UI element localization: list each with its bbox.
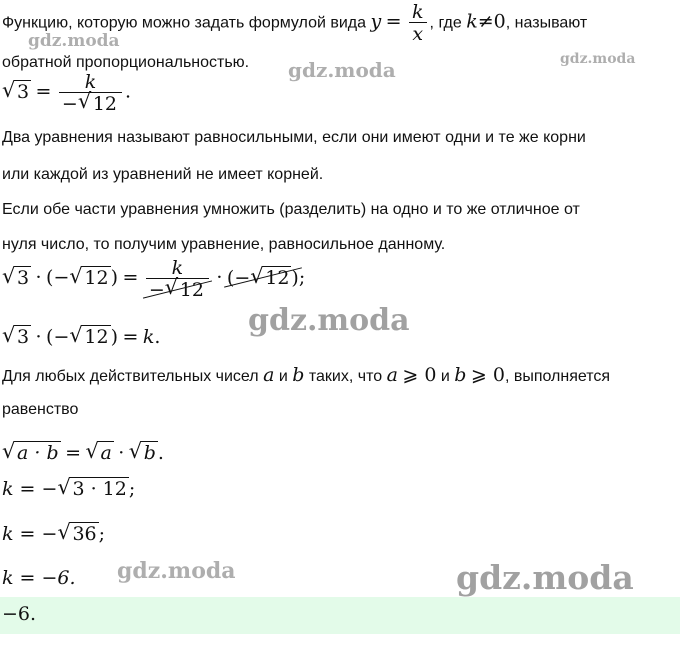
fraction-k-over-neg-sqrt12: k − √ 12 xyxy=(59,72,122,115)
equation-3: √ 3 · (− √ 12 ) = k. xyxy=(2,323,161,348)
sqrt-property-line-2: равенство xyxy=(2,401,79,418)
watermark: gdz.moda xyxy=(456,558,634,597)
equation-7: k = −6. xyxy=(2,567,76,589)
watermark: gdz.moda xyxy=(248,303,410,338)
multiply-rule-2: нуля число, то получим уравнение, равносильное данному. xyxy=(2,236,446,253)
watermark: gdz.moda xyxy=(117,558,236,584)
equation-6: k = − √ 36 ; xyxy=(2,520,106,545)
watermark: gdz.moda xyxy=(560,51,636,67)
answer-value: −6. xyxy=(2,603,37,625)
definition-line: Функцию, которую можно задать формулой вида y = $\frac{k}{x}$ , где k≠0, называют xyxy=(2,1,588,45)
equivalence-rule-2: или каждой из уравнений не имеет корней. xyxy=(2,166,324,183)
answer-box xyxy=(0,597,680,634)
equation-5: k = − √ 3 · 12 ; xyxy=(2,475,136,500)
equivalence-rule-1: Два уравнения называют равносильными, если они имеют одни и те же корни xyxy=(2,129,586,146)
fraction-k-over-x: $\frac{k}{x}$ xyxy=(409,2,427,45)
sqrt-property-line: Для любых действительных чисел a и b таких, что a ⩾ 0 и b ⩾ 0, выполняется xyxy=(2,364,611,386)
cancelled-factor: (− √ 12 ) xyxy=(226,263,299,289)
fraction-cancelled: k − √ 12 xyxy=(146,258,209,301)
equation-4: √ a · b = √ a · √ b . xyxy=(2,439,164,464)
definition-line-2: обратной пропорциональностью. xyxy=(2,54,250,71)
equation-1: √ 3 = k − √ 12 . xyxy=(2,71,132,115)
multiply-rule-1: Если обе части уравнения умножить (разделить) на одно и то же отличное от xyxy=(2,201,580,218)
watermark: gdz.moda xyxy=(288,58,396,82)
equation-2: √ 3 · (− √ 12 ) = k − √ 12 · (− √ 12 ); xyxy=(2,257,306,301)
watermark: gdz.moda xyxy=(28,31,120,51)
